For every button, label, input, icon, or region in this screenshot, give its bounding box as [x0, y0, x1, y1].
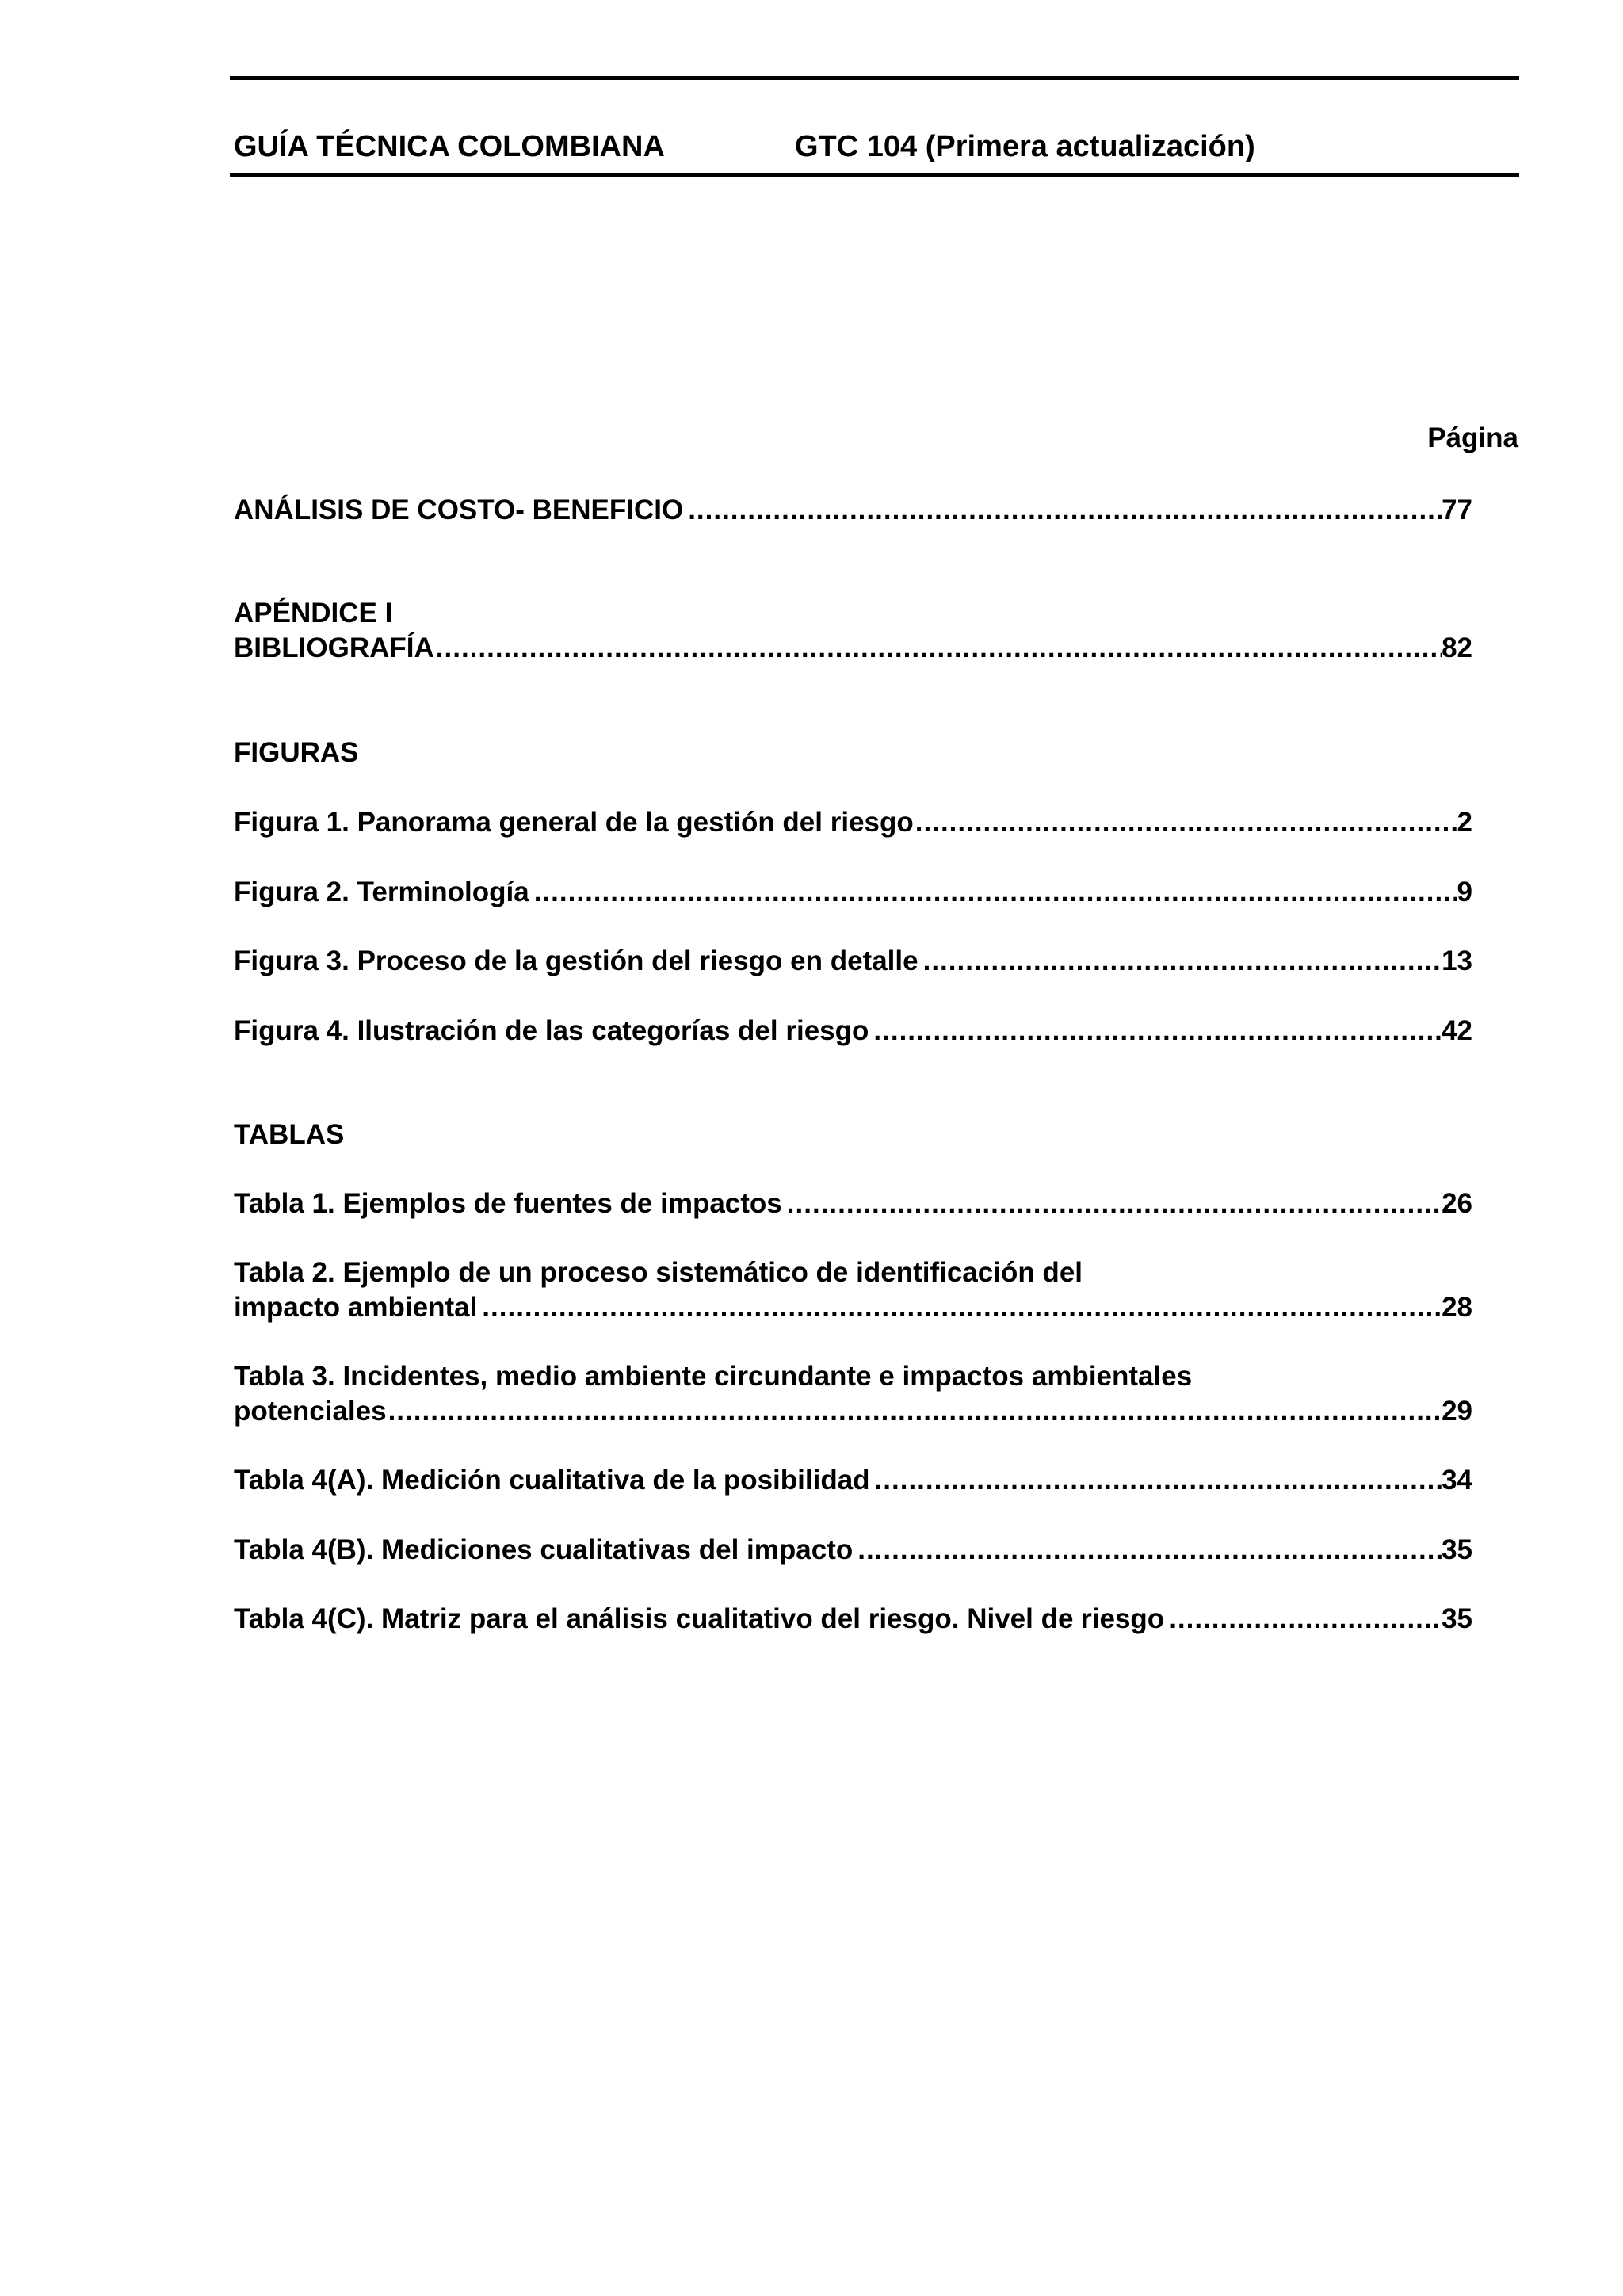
toc-entry-page: 26 [1442, 1188, 1472, 1219]
toc-entry-tabla-2[interactable] [234, 1292, 1472, 1324]
toc-entry-title: Figura 4. Ilustración de las categorías del riesgo [234, 1015, 869, 1046]
toc-entry-title: BIBLIOGRAFÍA [234, 632, 434, 663]
header-right-title: GTC 104 (Primera actualización) [795, 130, 1255, 163]
header-left-title: GUÍA TÉCNICA COLOMBIANA [234, 130, 665, 163]
header-bottom-rule [230, 173, 1519, 177]
toc-entry-title: Figura 1. Panorama general de la gestión del riesgo [234, 807, 914, 838]
toc-entry-title: Figura 3. Proceso de la gestión del riesgo en detalle [234, 946, 918, 976]
dot-leader [1169, 1603, 1442, 1635]
dot-leader [875, 1465, 1442, 1496]
toc-entry-tabla-4a[interactable] [234, 1465, 1472, 1496]
toc-entry-figura-1[interactable] [234, 807, 1472, 839]
toc-heading-apendice: APÉNDICE I [234, 598, 393, 628]
toc-entry-page: 35 [1442, 1603, 1472, 1634]
dot-leader [388, 1396, 1442, 1427]
toc-entry-title: ANÁLISIS DE COSTO- BENEFICIO [234, 495, 684, 525]
header-top-rule [230, 76, 1519, 80]
dot-leader [857, 1534, 1442, 1566]
toc-entry-tabla-1[interactable] [234, 1188, 1472, 1220]
toc-entry-page: 42 [1442, 1015, 1472, 1046]
toc-entry-page: 2 [1457, 807, 1472, 838]
toc-entry-tabla-2-line1: Tabla 2. Ejemplo de un proceso sistemático de identificación del [234, 1257, 1083, 1288]
toc-entry-page: 82 [1442, 632, 1472, 663]
toc-entry-tabla-3-line1: Tabla 3. Incidentes, medio ambiente circundante e impactos ambientales [234, 1361, 1193, 1392]
toc-entry-page: 35 [1442, 1534, 1472, 1565]
toc-entry-tabla-4b[interactable] [234, 1534, 1472, 1566]
toc-entry-figura-2[interactable] [234, 877, 1472, 908]
toc-heading-figuras: FIGURAS [234, 737, 359, 768]
toc-heading-tablas: TABLAS [234, 1119, 345, 1150]
toc-entry-page: 13 [1442, 946, 1472, 976]
toc-entry-title: impacto ambiental [234, 1292, 478, 1323]
toc-entry-figura-4[interactable] [234, 1015, 1472, 1047]
toc-entry-page: 29 [1442, 1396, 1472, 1427]
toc-entry-bibliografia[interactable] [234, 632, 1472, 664]
toc-entry-page: 34 [1442, 1465, 1472, 1496]
toc-entry-page: 9 [1457, 877, 1472, 907]
toc-entry-title: potenciales [234, 1396, 387, 1427]
toc-entry-title: Tabla 1. Ejemplos de fuentes de impactos [234, 1188, 782, 1219]
dot-leader [923, 946, 1442, 977]
toc-entry-title: Tabla 4(C). Matriz para el análisis cualitativo del riesgo. Nivel de riesgo [234, 1603, 1165, 1634]
dot-leader [787, 1188, 1442, 1220]
toc-entry-tabla-4c[interactable] [234, 1603, 1472, 1635]
dot-leader [534, 877, 1457, 908]
toc-entry-title: Tabla 4(B). Mediciones cualitativas del impacto [234, 1534, 854, 1565]
dot-leader [482, 1292, 1442, 1324]
toc-entry-analisis[interactable] [234, 495, 1472, 526]
dot-leader [436, 632, 1442, 664]
toc-entry-title: Figura 2. Terminología [234, 877, 529, 907]
toc-entry-page: 77 [1442, 495, 1472, 525]
dot-leader [873, 1015, 1442, 1047]
page-column-label: Página [1427, 422, 1518, 453]
toc-entry-tabla-3[interactable] [234, 1396, 1472, 1427]
toc-entry-title: Tabla 4(A). Medición cualitativa de la posibilidad [234, 1465, 870, 1496]
toc-entry-page: 28 [1442, 1292, 1472, 1323]
toc-entry-figura-3[interactable] [234, 946, 1472, 977]
dot-leader [915, 807, 1457, 839]
dot-leader [688, 495, 1442, 526]
